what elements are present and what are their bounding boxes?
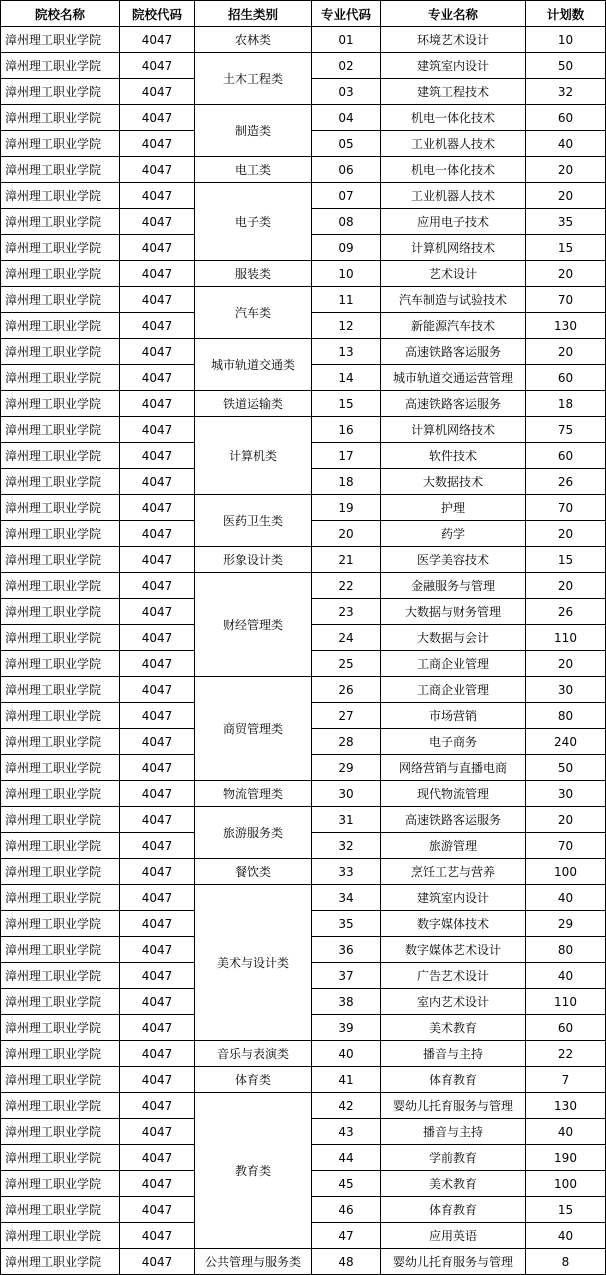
- school-code-cell: 4047: [120, 651, 195, 677]
- plan-count-cell: 50: [526, 53, 606, 79]
- school-name-cell: 漳州理工职业学院: [1, 339, 120, 365]
- major-name-cell: 体育教育: [381, 1197, 526, 1223]
- major-code-cell: 21: [312, 547, 381, 573]
- category-cell: 电工类: [195, 157, 312, 183]
- major-code-cell: 17: [312, 443, 381, 469]
- school-code-cell: 4047: [120, 729, 195, 755]
- major-name-cell: 护理: [381, 495, 526, 521]
- major-name-cell: 新能源汽车技术: [381, 313, 526, 339]
- school-code-cell: 4047: [120, 1197, 195, 1223]
- major-name-cell: 软件技术: [381, 443, 526, 469]
- school-name-cell: 漳州理工职业学院: [1, 209, 120, 235]
- school-code-cell: 4047: [120, 573, 195, 599]
- school-name-cell: 漳州理工职业学院: [1, 651, 120, 677]
- school-code-cell: 4047: [120, 183, 195, 209]
- school-code-cell: 4047: [120, 235, 195, 261]
- category-cell: 铁道运输类: [195, 391, 312, 417]
- major-name-cell: 婴幼儿托育服务与管理: [381, 1093, 526, 1119]
- plan-count-cell: 60: [526, 365, 606, 391]
- plan-count-cell: 30: [526, 781, 606, 807]
- table-row: [1, 677, 606, 703]
- school-code-cell: 4047: [120, 1093, 195, 1119]
- major-code-cell: 31: [312, 807, 381, 833]
- table-row: [1, 885, 606, 911]
- category-cell: 体育类: [195, 1067, 312, 1093]
- major-code-cell: 32: [312, 833, 381, 859]
- plan-count-cell: 7: [526, 1067, 606, 1093]
- major-name-cell: 工业机器人技术: [381, 131, 526, 157]
- table-row: [1, 1093, 606, 1119]
- plan-count-cell: 130: [526, 1093, 606, 1119]
- school-name-cell: 漳州理工职业学院: [1, 547, 120, 573]
- school-code-cell: 4047: [120, 521, 195, 547]
- major-name-cell: 体育教育: [381, 1067, 526, 1093]
- school-name-cell: 漳州理工职业学院: [1, 807, 120, 833]
- major-code-cell: 02: [312, 53, 381, 79]
- major-code-cell: 19: [312, 495, 381, 521]
- table-row: [1, 1041, 606, 1067]
- major-code-cell: 05: [312, 131, 381, 157]
- school-name-cell: 漳州理工职业学院: [1, 521, 120, 547]
- major-name-cell: 机电一体化技术: [381, 157, 526, 183]
- major-name-cell: 工商企业管理: [381, 651, 526, 677]
- plan-count-cell: 40: [526, 131, 606, 157]
- school-name-cell: 漳州理工职业学院: [1, 989, 120, 1015]
- category-cell: 医药卫生类: [195, 495, 312, 547]
- plan-count-cell: 60: [526, 443, 606, 469]
- school-name-cell: 漳州理工职业学院: [1, 703, 120, 729]
- major-code-cell: 01: [312, 27, 381, 53]
- major-name-cell: 应用电子技术: [381, 209, 526, 235]
- school-code-cell: 4047: [120, 1223, 195, 1249]
- major-code-cell: 04: [312, 105, 381, 131]
- major-name-cell: 大数据与财务管理: [381, 599, 526, 625]
- school-code-cell: 4047: [120, 105, 195, 131]
- plan-count-cell: 20: [526, 183, 606, 209]
- school-code-cell: 4047: [120, 755, 195, 781]
- school-name-cell: 漳州理工职业学院: [1, 599, 120, 625]
- school-code-cell: 4047: [120, 625, 195, 651]
- plan-count-cell: 22: [526, 1041, 606, 1067]
- plan-count-cell: 70: [526, 495, 606, 521]
- major-code-cell: 07: [312, 183, 381, 209]
- major-code-cell: 08: [312, 209, 381, 235]
- school-code-cell: 4047: [120, 703, 195, 729]
- major-name-cell: 艺术设计: [381, 261, 526, 287]
- school-name-cell: 漳州理工职业学院: [1, 105, 120, 131]
- major-name-cell: 播音与主持: [381, 1041, 526, 1067]
- school-code-cell: 4047: [120, 1145, 195, 1171]
- plan-count-cell: 240: [526, 729, 606, 755]
- school-code-cell: 4047: [120, 209, 195, 235]
- school-name-cell: 漳州理工职业学院: [1, 937, 120, 963]
- school-name-cell: 漳州理工职业学院: [1, 1093, 120, 1119]
- school-code-cell: 4047: [120, 1171, 195, 1197]
- major-name-cell: 医学美容技术: [381, 547, 526, 573]
- major-name-cell: 建筑室内设计: [381, 885, 526, 911]
- major-code-cell: 36: [312, 937, 381, 963]
- plan-count-cell: 60: [526, 105, 606, 131]
- major-code-cell: 37: [312, 963, 381, 989]
- major-name-cell: 网络营销与直播电商: [381, 755, 526, 781]
- table-header: [1, 1, 606, 27]
- table-row: [1, 105, 606, 131]
- school-name-cell: 漳州理工职业学院: [1, 495, 120, 521]
- school-code-cell: 4047: [120, 1015, 195, 1041]
- major-name-cell: 建筑工程技术: [381, 79, 526, 105]
- school-name-cell: 漳州理工职业学院: [1, 417, 120, 443]
- plan-count-cell: 80: [526, 937, 606, 963]
- major-code-cell: 25: [312, 651, 381, 677]
- school-code-cell: 4047: [120, 79, 195, 105]
- major-name-cell: 高速铁路客运服务: [381, 807, 526, 833]
- plan-count-cell: 26: [526, 469, 606, 495]
- school-name-cell: 漳州理工职业学院: [1, 911, 120, 937]
- major-code-cell: 44: [312, 1145, 381, 1171]
- plan-count-cell: 40: [526, 885, 606, 911]
- major-code-cell: 14: [312, 365, 381, 391]
- plan-count-cell: 80: [526, 703, 606, 729]
- category-cell: 电子类: [195, 183, 312, 261]
- table-row: [1, 183, 606, 209]
- school-code-cell: 4047: [120, 287, 195, 313]
- school-name-cell: 漳州理工职业学院: [1, 963, 120, 989]
- school-name-cell: 漳州理工职业学院: [1, 313, 120, 339]
- school-code-cell: 4047: [120, 807, 195, 833]
- school-name-cell: 漳州理工职业学院: [1, 1145, 120, 1171]
- school-name-cell: 漳州理工职业学院: [1, 53, 120, 79]
- major-name-cell: 室内艺术设计: [381, 989, 526, 1015]
- major-code-cell: 27: [312, 703, 381, 729]
- school-name-cell: 漳州理工职业学院: [1, 1041, 120, 1067]
- major-code-cell: 06: [312, 157, 381, 183]
- school-code-cell: 4047: [120, 833, 195, 859]
- table-row: [1, 573, 606, 599]
- plan-count-cell: 20: [526, 157, 606, 183]
- major-code-cell: 22: [312, 573, 381, 599]
- school-code-cell: 4047: [120, 495, 195, 521]
- school-code-cell: 4047: [120, 27, 195, 53]
- school-code-cell: 4047: [120, 261, 195, 287]
- school-code-cell: 4047: [120, 469, 195, 495]
- major-code-cell: 18: [312, 469, 381, 495]
- plan-count-cell: 20: [526, 521, 606, 547]
- plan-count-cell: 30: [526, 677, 606, 703]
- table-row: [1, 417, 606, 443]
- school-code-cell: 4047: [120, 313, 195, 339]
- school-name-cell: 漳州理工职业学院: [1, 781, 120, 807]
- table-row: [1, 287, 606, 313]
- major-name-cell: 汽车制造与试验技术: [381, 287, 526, 313]
- plan-count-cell: 110: [526, 989, 606, 1015]
- header-school-code: 院校代码: [120, 1, 195, 27]
- major-name-cell: 机电一体化技术: [381, 105, 526, 131]
- school-code-cell: 4047: [120, 1041, 195, 1067]
- plan-count-cell: 130: [526, 313, 606, 339]
- school-name-cell: 漳州理工职业学院: [1, 183, 120, 209]
- major-code-cell: 11: [312, 287, 381, 313]
- plan-count-cell: 18: [526, 391, 606, 417]
- school-name-cell: 漳州理工职业学院: [1, 261, 120, 287]
- school-name-cell: 漳州理工职业学院: [1, 469, 120, 495]
- major-name-cell: 大数据与会计: [381, 625, 526, 651]
- table-row: [1, 339, 606, 365]
- table-row: [1, 261, 606, 287]
- plan-count-cell: 29: [526, 911, 606, 937]
- category-cell: 计算机类: [195, 417, 312, 495]
- category-cell: 汽车类: [195, 287, 312, 339]
- major-code-cell: 28: [312, 729, 381, 755]
- plan-count-cell: 15: [526, 235, 606, 261]
- school-code-cell: 4047: [120, 677, 195, 703]
- table-row: [1, 53, 606, 79]
- plan-count-cell: 75: [526, 417, 606, 443]
- school-code-cell: 4047: [120, 365, 195, 391]
- school-name-cell: 漳州理工职业学院: [1, 625, 120, 651]
- major-code-cell: 45: [312, 1171, 381, 1197]
- school-code-cell: 4047: [120, 781, 195, 807]
- major-code-cell: 26: [312, 677, 381, 703]
- major-code-cell: 41: [312, 1067, 381, 1093]
- school-code-cell: 4047: [120, 963, 195, 989]
- school-name-cell: 漳州理工职业学院: [1, 131, 120, 157]
- table-row: [1, 859, 606, 885]
- plan-count-cell: 20: [526, 807, 606, 833]
- major-name-cell: 播音与主持: [381, 1119, 526, 1145]
- school-name-cell: 漳州理工职业学院: [1, 365, 120, 391]
- major-name-cell: 现代物流管理: [381, 781, 526, 807]
- major-code-cell: 40: [312, 1041, 381, 1067]
- table-row: [1, 391, 606, 417]
- major-code-cell: 39: [312, 1015, 381, 1041]
- major-code-cell: 23: [312, 599, 381, 625]
- school-name-cell: 漳州理工职业学院: [1, 1223, 120, 1249]
- major-name-cell: 高速铁路客运服务: [381, 339, 526, 365]
- major-name-cell: 城市轨道交通运营管理: [381, 365, 526, 391]
- school-name-cell: 漳州理工职业学院: [1, 729, 120, 755]
- school-name-cell: 漳州理工职业学院: [1, 1249, 120, 1275]
- school-code-cell: 4047: [120, 443, 195, 469]
- plan-count-cell: 50: [526, 755, 606, 781]
- header-category: 招生类别: [195, 1, 312, 27]
- major-name-cell: 建筑室内设计: [381, 53, 526, 79]
- school-name-cell: 漳州理工职业学院: [1, 833, 120, 859]
- major-code-cell: 42: [312, 1093, 381, 1119]
- major-code-cell: 16: [312, 417, 381, 443]
- school-code-cell: 4047: [120, 1119, 195, 1145]
- header-row: [1, 1, 606, 27]
- plan-count-cell: 190: [526, 1145, 606, 1171]
- plan-count-cell: 32: [526, 79, 606, 105]
- plan-count-cell: 110: [526, 625, 606, 651]
- school-code-cell: 4047: [120, 937, 195, 963]
- school-code-cell: 4047: [120, 547, 195, 573]
- plan-count-cell: 60: [526, 1015, 606, 1041]
- major-name-cell: 工业机器人技术: [381, 183, 526, 209]
- major-code-cell: 38: [312, 989, 381, 1015]
- plan-count-cell: 35: [526, 209, 606, 235]
- category-cell: 形象设计类: [195, 547, 312, 573]
- major-name-cell: 计算机网络技术: [381, 235, 526, 261]
- major-name-cell: 数字媒体艺术设计: [381, 937, 526, 963]
- header-major-name: 专业名称: [381, 1, 526, 27]
- major-code-cell: 29: [312, 755, 381, 781]
- header-plan-count: 计划数: [526, 1, 606, 27]
- school-name-cell: 漳州理工职业学院: [1, 755, 120, 781]
- category-cell: 商贸管理类: [195, 677, 312, 781]
- major-name-cell: 计算机网络技术: [381, 417, 526, 443]
- plan-count-cell: 20: [526, 651, 606, 677]
- school-code-cell: 4047: [120, 599, 195, 625]
- major-name-cell: 环境艺术设计: [381, 27, 526, 53]
- major-code-cell: 13: [312, 339, 381, 365]
- major-name-cell: 婴幼儿托育服务与管理: [381, 1249, 526, 1275]
- school-name-cell: 漳州理工职业学院: [1, 677, 120, 703]
- major-name-cell: 旅游管理: [381, 833, 526, 859]
- school-name-cell: 漳州理工职业学院: [1, 27, 120, 53]
- major-code-cell: 46: [312, 1197, 381, 1223]
- school-name-cell: 漳州理工职业学院: [1, 885, 120, 911]
- table-row: [1, 781, 606, 807]
- school-code-cell: 4047: [120, 911, 195, 937]
- plan-count-cell: 70: [526, 833, 606, 859]
- school-code-cell: 4047: [120, 417, 195, 443]
- school-code-cell: 4047: [120, 1249, 195, 1275]
- major-name-cell: 学前教育: [381, 1145, 526, 1171]
- major-name-cell: 市场营销: [381, 703, 526, 729]
- major-name-cell: 金融服务与管理: [381, 573, 526, 599]
- category-cell: 城市轨道交通类: [195, 339, 312, 391]
- major-name-cell: 药学: [381, 521, 526, 547]
- school-code-cell: 4047: [120, 53, 195, 79]
- major-code-cell: 43: [312, 1119, 381, 1145]
- major-code-cell: 24: [312, 625, 381, 651]
- plan-count-cell: 100: [526, 859, 606, 885]
- plan-count-cell: 40: [526, 1119, 606, 1145]
- school-name-cell: 漳州理工职业学院: [1, 443, 120, 469]
- plan-count-cell: 40: [526, 963, 606, 989]
- plan-count-cell: 20: [526, 339, 606, 365]
- major-code-cell: 03: [312, 79, 381, 105]
- major-name-cell: 应用英语: [381, 1223, 526, 1249]
- major-code-cell: 30: [312, 781, 381, 807]
- plan-count-cell: 15: [526, 1197, 606, 1223]
- category-cell: 财经管理类: [195, 573, 312, 677]
- school-name-cell: 漳州理工职业学院: [1, 1197, 120, 1223]
- table-row: [1, 547, 606, 573]
- school-name-cell: 漳州理工职业学院: [1, 157, 120, 183]
- table-row: [1, 807, 606, 833]
- school-name-cell: 漳州理工职业学院: [1, 859, 120, 885]
- major-code-cell: 33: [312, 859, 381, 885]
- school-code-cell: 4047: [120, 859, 195, 885]
- school-name-cell: 漳州理工职业学院: [1, 79, 120, 105]
- category-cell: 服装类: [195, 261, 312, 287]
- major-name-cell: 烹饪工艺与营养: [381, 859, 526, 885]
- plan-count-cell: 26: [526, 599, 606, 625]
- major-name-cell: 美术教育: [381, 1015, 526, 1041]
- school-name-cell: 漳州理工职业学院: [1, 573, 120, 599]
- plan-count-cell: 20: [526, 261, 606, 287]
- school-code-cell: 4047: [120, 339, 195, 365]
- category-cell: 教育类: [195, 1093, 312, 1249]
- major-name-cell: 广告艺术设计: [381, 963, 526, 989]
- major-code-cell: 12: [312, 313, 381, 339]
- major-code-cell: 34: [312, 885, 381, 911]
- major-name-cell: 工商企业管理: [381, 677, 526, 703]
- plan-count-cell: 70: [526, 287, 606, 313]
- category-cell: 制造类: [195, 105, 312, 157]
- school-name-cell: 漳州理工职业学院: [1, 1067, 120, 1093]
- major-name-cell: 大数据技术: [381, 469, 526, 495]
- school-code-cell: 4047: [120, 1067, 195, 1093]
- category-cell: 美术与设计类: [195, 885, 312, 1041]
- school-code-cell: 4047: [120, 157, 195, 183]
- category-cell: 餐饮类: [195, 859, 312, 885]
- plan-count-cell: 15: [526, 547, 606, 573]
- table-row: [1, 1249, 606, 1275]
- school-name-cell: 漳州理工职业学院: [1, 1171, 120, 1197]
- category-cell: 公共管理与服务类: [195, 1249, 312, 1275]
- major-code-cell: 48: [312, 1249, 381, 1275]
- category-cell: 土木工程类: [195, 53, 312, 105]
- table-row: [1, 495, 606, 521]
- school-code-cell: 4047: [120, 391, 195, 417]
- major-name-cell: 数字媒体技术: [381, 911, 526, 937]
- plan-count-cell: 40: [526, 1223, 606, 1249]
- table-body: [1, 27, 606, 1275]
- school-code-cell: 4047: [120, 885, 195, 911]
- plan-count-cell: 100: [526, 1171, 606, 1197]
- header-school-name: 院校名称: [1, 1, 120, 27]
- major-code-cell: 09: [312, 235, 381, 261]
- major-name-cell: 高速铁路客运服务: [381, 391, 526, 417]
- school-code-cell: 4047: [120, 131, 195, 157]
- major-name-cell: 美术教育: [381, 1171, 526, 1197]
- major-code-cell: 15: [312, 391, 381, 417]
- category-cell: 物流管理类: [195, 781, 312, 807]
- table-row: [1, 157, 606, 183]
- plan-count-cell: 10: [526, 27, 606, 53]
- school-name-cell: 漳州理工职业学院: [1, 235, 120, 261]
- major-code-cell: 20: [312, 521, 381, 547]
- school-code-cell: 4047: [120, 989, 195, 1015]
- major-code-cell: 35: [312, 911, 381, 937]
- school-name-cell: 漳州理工职业学院: [1, 287, 120, 313]
- major-code-cell: 10: [312, 261, 381, 287]
- school-name-cell: 漳州理工职业学院: [1, 391, 120, 417]
- table-row: [1, 27, 606, 53]
- category-cell: 农林类: [195, 27, 312, 53]
- school-name-cell: 漳州理工职业学院: [1, 1015, 120, 1041]
- table-row: [1, 1067, 606, 1093]
- major-name-cell: 电子商务: [381, 729, 526, 755]
- category-cell: 音乐与表演类: [195, 1041, 312, 1067]
- plan-count-cell: 8: [526, 1249, 606, 1275]
- plan-count-cell: 20: [526, 573, 606, 599]
- major-code-cell: 47: [312, 1223, 381, 1249]
- school-name-cell: 漳州理工职业学院: [1, 1119, 120, 1145]
- category-cell: 旅游服务类: [195, 807, 312, 859]
- header-major-code: 专业代码: [312, 1, 381, 27]
